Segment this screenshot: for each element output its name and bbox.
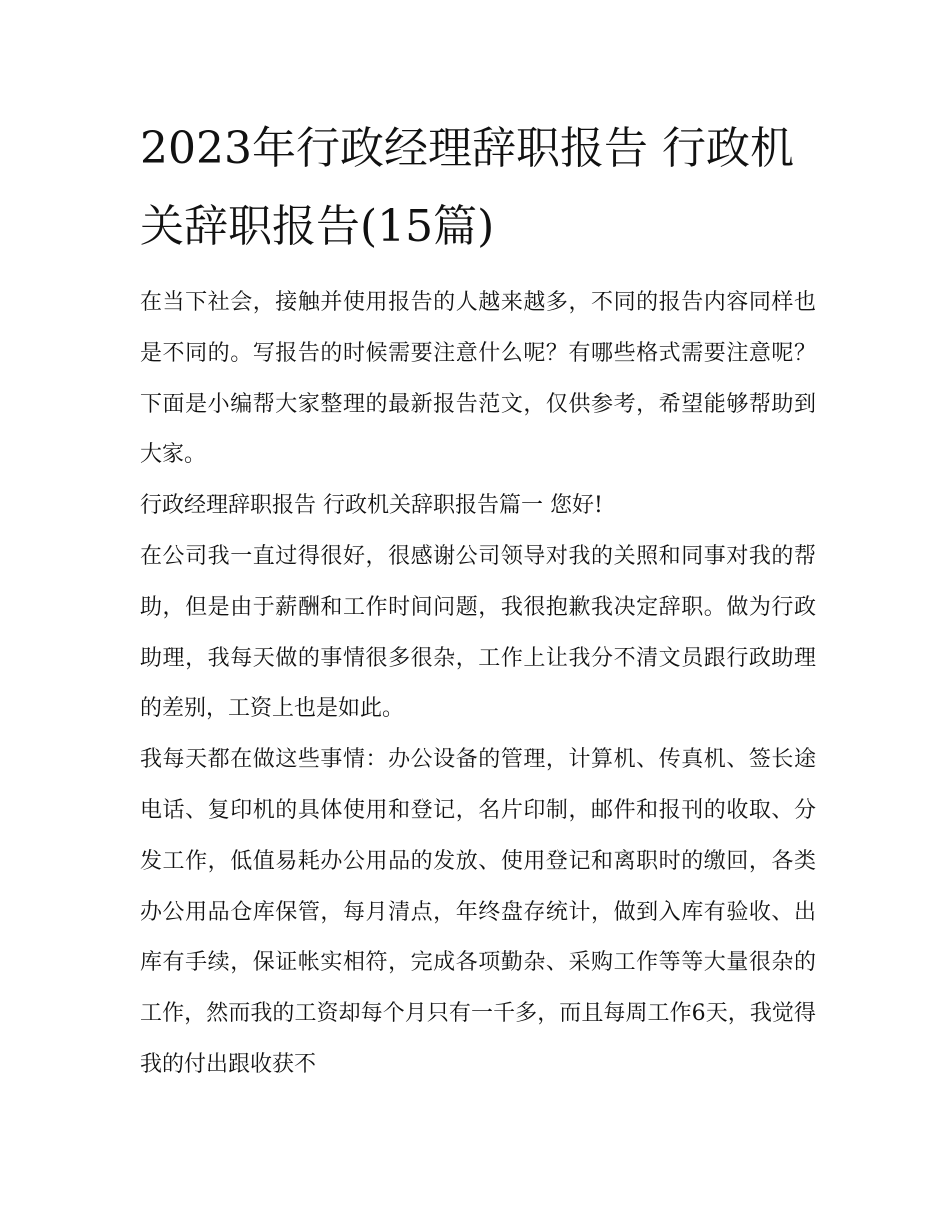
intro-paragraph: 在当下社会，接触并使用报告的人越来越多，不同的报告内容同样也是不同的。写报告的时候需要注意什么呢？有哪些格式需要注意呢？下面是小编帮大家整理的最新报告范文，仅供参考，希望能够帮助到大家。: [140, 290, 816, 468]
document-title: 2023年行政经理辞职报告 行政机关辞职报告(15篇): [140, 123, 794, 252]
section-heading-paragraph: 行政经理辞职报告 行政机关辞职报告篇一 您好!: [140, 493, 603, 519]
body-paragraph-1: 在公司我一直过得很好，很感谢公司领导对我的关照和同事对我的帮助，但是由于薪酬和工作时间问题，我很抱歉我决定辞职。做为行政助理，我每天做的事情很多很杂，工作上让我分不清文员跟行政助理的差别，工资上也是如此。: [140, 543, 816, 722]
document-page: [140, 110, 816, 1091]
body-paragraph-2: 我每天都在做这些事情：办公设备的管理，计算机、传真机、签长途电话、复印机的具体使用和登记，名片印制，邮件和报刊的收取、分发工作，低值易耗办公用品的发放、使用登记和离职时的缴回，各类办公用品仓库保管，每月清点，年终盘存统计，做到入库有验收、出库有手续，保证帐实相符，完成各项勤杂、采购工作等等大量很杂的工作，然而我的工资却每个月只有一千多，而且每周工作6天，我觉得我的付出跟收获不: [140, 747, 816, 1077]
